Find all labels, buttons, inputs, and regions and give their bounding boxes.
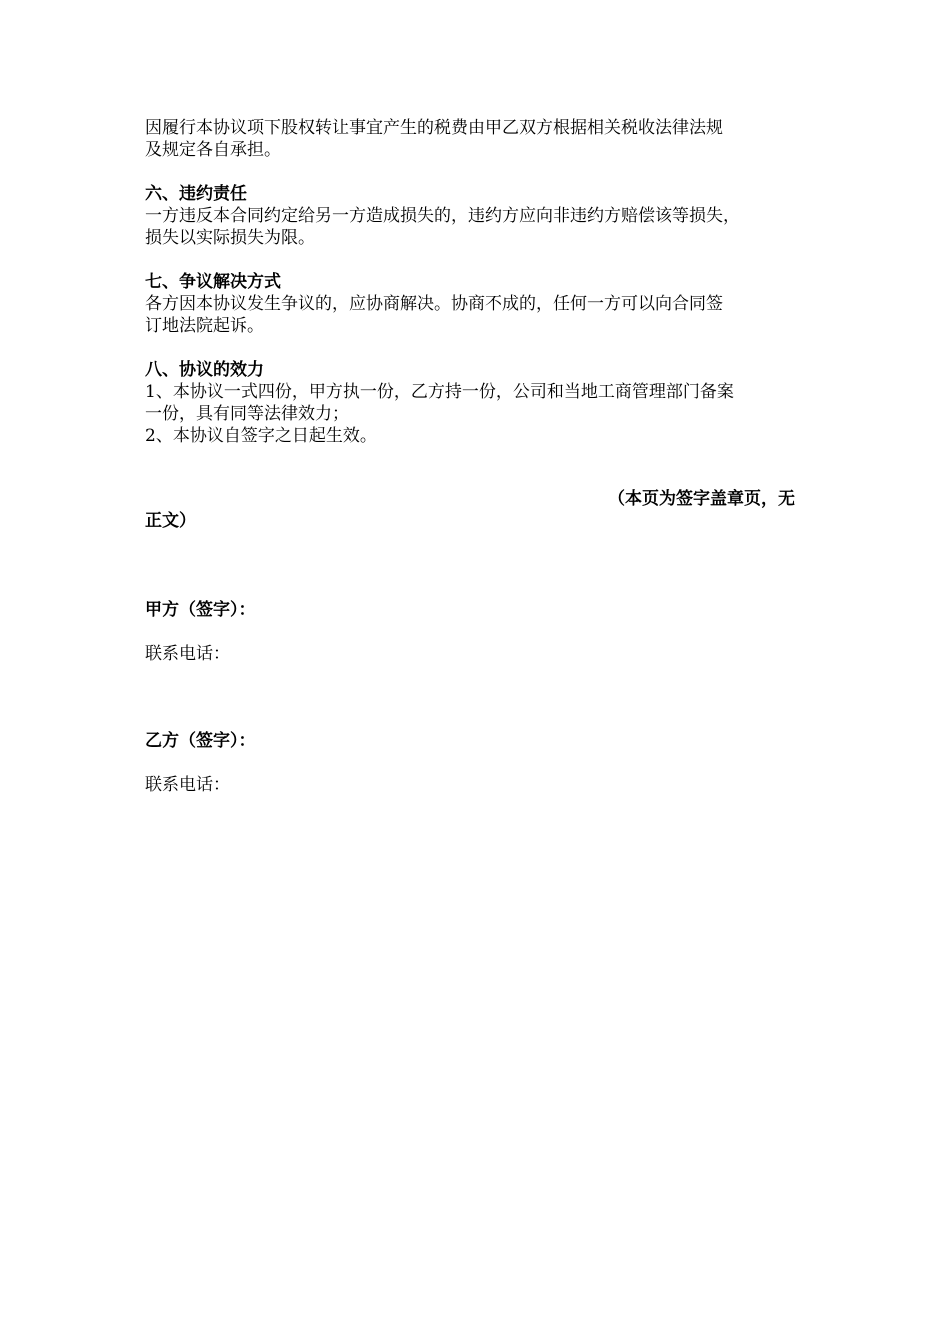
section-6-title: 六、违约责任 [145,184,247,204]
party-a-signature-block [145,599,256,665]
signature-page-note [145,488,807,532]
section-7-title: 七、争议解决方式 [145,272,281,292]
signature-page-note-line-1: （本页为签字盖章页，无 [608,489,795,509]
tax-clause-line-2: 及规定各自承担。 [145,140,281,160]
section-8-item-1-line-2: 一份，具有同等法律效力； [145,404,349,424]
signature-page-note-line-2: 正文） [145,511,196,531]
party-a-phone-label: 联系电话： [145,644,230,664]
section-6-line-2: 损失以实际损失为限。 [145,228,315,248]
party-a-signature-label: 甲方（签字）： [145,600,256,620]
tax-clause-line-1: 因履行本协议项下股权转让事宜产生的税费由甲乙双方根据相关税收法律法规 [145,118,723,138]
section-7-line-2: 订地法院起诉。 [145,316,264,336]
section-8-title: 八、协议的效力 [145,360,264,380]
party-b-phone-label: 联系电话： [145,775,230,795]
section-6-line-1: 一方违反本合同约定给另一方造成损失的，违约方应向非违约方赔偿该等损失， [145,206,740,226]
section-8-item-2: 2、本协议自签字之日起生效。 [145,426,377,446]
document-body [145,117,807,447]
party-b-signature-block [145,730,256,796]
party-b-signature-label: 乙方（签字）： [145,731,256,751]
section-7-line-1: 各方因本协议发生争议的，应协商解决。协商不成的，任何一方可以向合同签 [145,294,723,314]
section-8-item-1-line-1: 1、本协议一式四份，甲方执一份，乙方持一份，公司和当地工商管理部门备案 [145,382,734,402]
